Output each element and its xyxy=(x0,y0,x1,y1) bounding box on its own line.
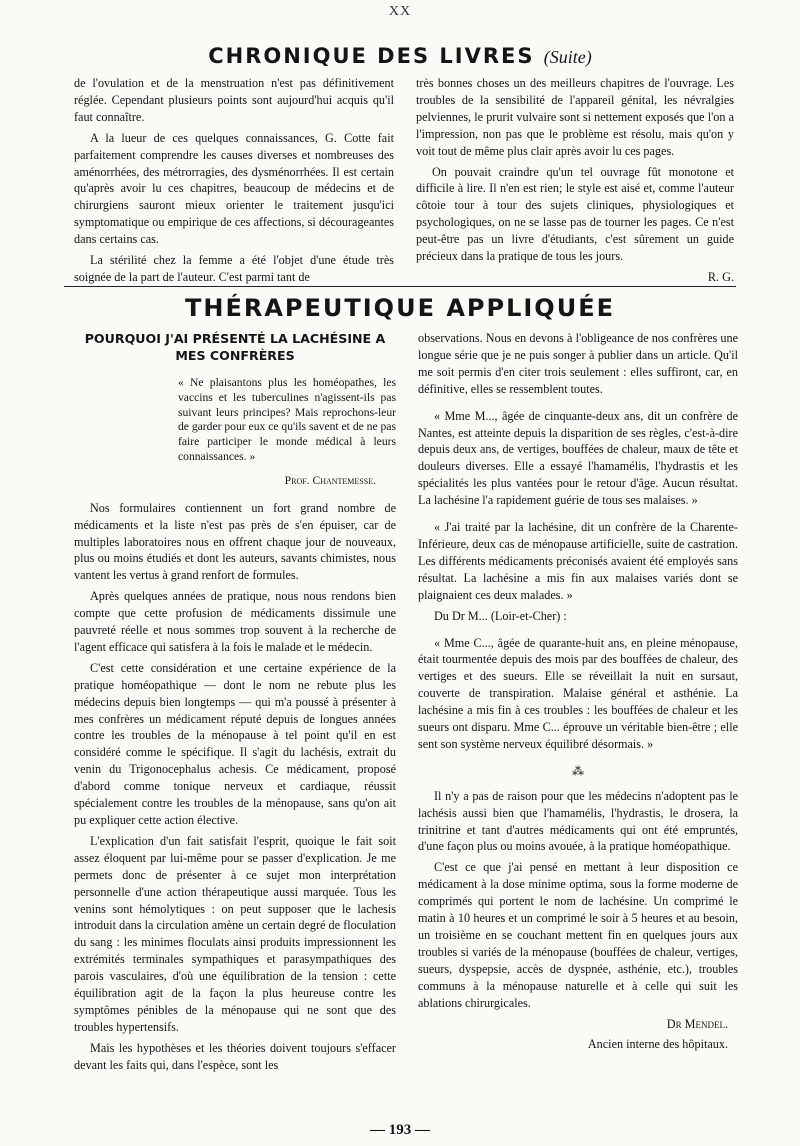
therapeutique-column-2 xyxy=(418,330,738,1053)
chronique-suite: (Suite) xyxy=(543,47,592,67)
epigraph-author: Prof. Chantemesse. xyxy=(284,473,376,487)
chronique-column-1 xyxy=(74,75,394,290)
author-name: Dr Mendel. xyxy=(666,1016,728,1031)
therapeutique-column-1 xyxy=(74,330,396,1078)
article-title: POURQUOI J'AI PRÉSENTÉ LA LACHÉSINE A MES CONFRÈRES xyxy=(84,331,386,363)
paragraph: de l'ovulation et de la menstruation n'est pas définitivement réglée. Cependant plusieurs points sont aujourd'hui acquis qu'il faut connaître. xyxy=(74,76,394,124)
observation-3-source: Du Dr M... (Loir-et-Cher) : xyxy=(434,608,567,623)
paragraph: Il n'y a pas de raison pour que les médecins n'adoptent pas le lachésis aussi bien que l'hamamélis, l'hydrastis, le drosera, la trinitrine et tant d'autres médicaments qui ont été empruntés, d'une façon plus ou moins avouée, à la pratique homéopathique. xyxy=(418,788,738,854)
observation-1: « Mme M..., âgée de cinquante-deux ans, dit un confrère de Nantes, est atteinte depuis la disparition de ses règles, c'est-à-dire depuis deux ans, de vertiges, bouffées de chaleur, maux de tête et douleurs diverses. Elle a essayé l'hamamélis, l'hydrastis et les spécialités les plus vantées pour le retour d'âge. Aucun résultat. La lachésine l'a rapidement guérie de tous ses malaises. » xyxy=(418,408,738,508)
page-number: — 193 — xyxy=(370,1122,430,1138)
page-mark: XX xyxy=(388,4,412,19)
paragraph: observations. Nous en devons à l'obligeance de nos confrères une longue série que je ne puis songer à publier dans un article. Qu'il me soit permis d'en citer trois seulement : elles suffiront, car, en définitive, elles se ressemblent toutes. xyxy=(418,331,738,396)
paragraph: Après quelques années de pratique, nous nous rendons bien compte que cette profusion de médicaments dissimule une pauvreté réelle et nous sommes trop souvent à la recherche de l'agent efficace qui satisfera à la fois le malade et le médecin. xyxy=(74,589,396,654)
paragraph: Nos formulaires contiennent un fort grand nombre de médicaments et la liste n'est pas près de s'en épuiser, car de multiples laboratoires nous en offrent chaque jour de nouveaux, plus ou moins étudiés et dont les auteurs, savants chimistes, nous vantent les vertus à grand renfort de formules. xyxy=(74,500,396,583)
paragraph: Mais les hypothèses et les théories doivent toujours s'effacer devant les faits qui, dans l'espèce, sont les xyxy=(74,1040,396,1072)
chronique-banner xyxy=(0,44,800,68)
epigraph: « Ne plaisantons plus les homéopathes, les vaccins et les tuberculines n'agissent-ils pas suivant leurs principes? Mais reprochons-leur de garder pour eux ce qu'ils savent et de ne pas faire participer le monde médical à leurs connaissances. » xyxy=(178,376,396,463)
observation-3: « Mme C..., âgée de quarante-huit ans, en pleine ménopause, était tourmentée depuis des mois par des bouffées de chaleur, des vertiges et des sueurs. Elle se réveillait la nuit en sursaut, couverte de transpiration. Malaise général et asthénie. La lachésine a mis fin à ces troubles : les bouffées de chaleur et les sueurs ont disparu. Mme C... éprouve un véritable bien-être ; elle sent son système nerveux équilibré désormais. » xyxy=(418,635,738,751)
paragraph: L'explication d'un fait satisfait l'esprit, quoique le fait soit assez éloquent par lui-même pour se passer d'explication. Je me permets donc de présenter à ce sujet mon interprétation personnelle d'une action thérapeutique aussi marquée. Tous les venins sont hémolytiques : on peut supposer que le lachesis introduit dans la circulation amène un certain degré de floculation du sang : les minimes floculats ainsi produits impressionnent les extrémités terminales sympathiques et parasympathiques des parois vasculaires, d'où une équilibration de la tension : cette équilibration agit de la façon la plus heureuse contre les symptômes pénibles de la ménopause qui ne sont que des troubles hypertensifs. xyxy=(74,833,396,1034)
author-role: Ancien interne des hôpitaux. xyxy=(587,1037,728,1052)
chronique-title: CHRONIQUE DES LIVRES xyxy=(208,44,535,68)
observation-2: « J'ai traité par la lachésine, dit un confrère de la Charente-Inférieure, deux cas de ménopause artificielle, suite de castration. Les différents médicaments préconisés avaient été employés sans résultat. La lachésine a mis fin aux malaises variés dont se plaignaient ces deux malades. » xyxy=(418,520,738,602)
chronique-signature: R. G. xyxy=(707,269,734,284)
paragraph: C'est cette considération et une certaine expérience de la pratique homéopathique — dont le nom ne rebute plus les médecins depuis bien longtemps — qui m'a poussé à présenter à mes confrères un médicament réputé depuis de longues années contre les troubles de la ménopause à tel point qu'il en est considéré comme le spécifique. Il s'agit du lachésis, extrait du venin du Trigonocephalus achesis. Ce médicament, proposé d'abord comme tonique nerveux et cardiaque, réussit spécialement contre les troubles de la ménopause, sans qu'on ait pu expliquer cette action élective. xyxy=(74,660,396,827)
paragraph: C'est ce que j'ai pensé en mettant à leur disposition ce médicament à la dose minime optima, sous la forme moderne de comprimés qui portent le nom de lachésine. Un comprimé le matin à 10 heures et un comprimé le soir à 5 heures et au besoin, un troisième en se couchant mettent fin en quelques jours aux troubles si variés de la ménopause (bouffées de chaleur, vertiges, sueurs, dyspepsie, accès de dyspnée, asthénie, etc.), troubles communs à la ménopause naturelle et à celle qui suit les ablations chirurgicales. xyxy=(418,860,738,1010)
paragraph: On pouvait craindre qu'un tel ouvrage fût monotone et difficile à lire. Il n'en est rien; le style est aisé et, comme l'auteur côtoie tour à tour des sujets cliniques, physiologiques et psychologiques, on ne se lasse pas de tourner les pages. Ce n'est peut-être pas un livre d'étudiants, c'est sûrement un guide précieux dans la pratique de tous les jours. xyxy=(416,164,734,264)
asterism-separator: ⁂ xyxy=(572,763,584,778)
paragraph: La stérilité chez la femme a été l'objet d'une étude très soignée de la part de l'auteur. C'est parmi tant de xyxy=(74,253,394,284)
paragraph: A la lueur de ces quelques connaissances, G. Cotte fait parfaitement comprendre les causes diverses et nombreuses des aménorrhées, des métrorragies, des dysménorrhées. Il est certain qu'après avoir lu ces chapitres, beaucoup de médecins et de chirurgiens sauront mieux orienter le traitement jusqu'ici symptomatique ou empirique de ces affections, si décourageantes dans certains cas. xyxy=(74,130,394,247)
chronique-column-2 xyxy=(416,75,734,290)
paragraph: très bonnes choses un des meilleurs chapitres de l'ouvrage. Les troubles de la sensibilité de l'appareil génital, les névralgies pelviennes, le prurit vulvaire sont si nettement exposés que l'on a l'impression, non pas que le problème est résolu, mais qu'on y voit tout de même plus clair après avoir lu ces pages. xyxy=(416,76,734,158)
section-divider xyxy=(64,286,736,287)
therapeutique-banner: THÉRAPEUTIQUE APPLIQUÉE xyxy=(185,294,615,322)
